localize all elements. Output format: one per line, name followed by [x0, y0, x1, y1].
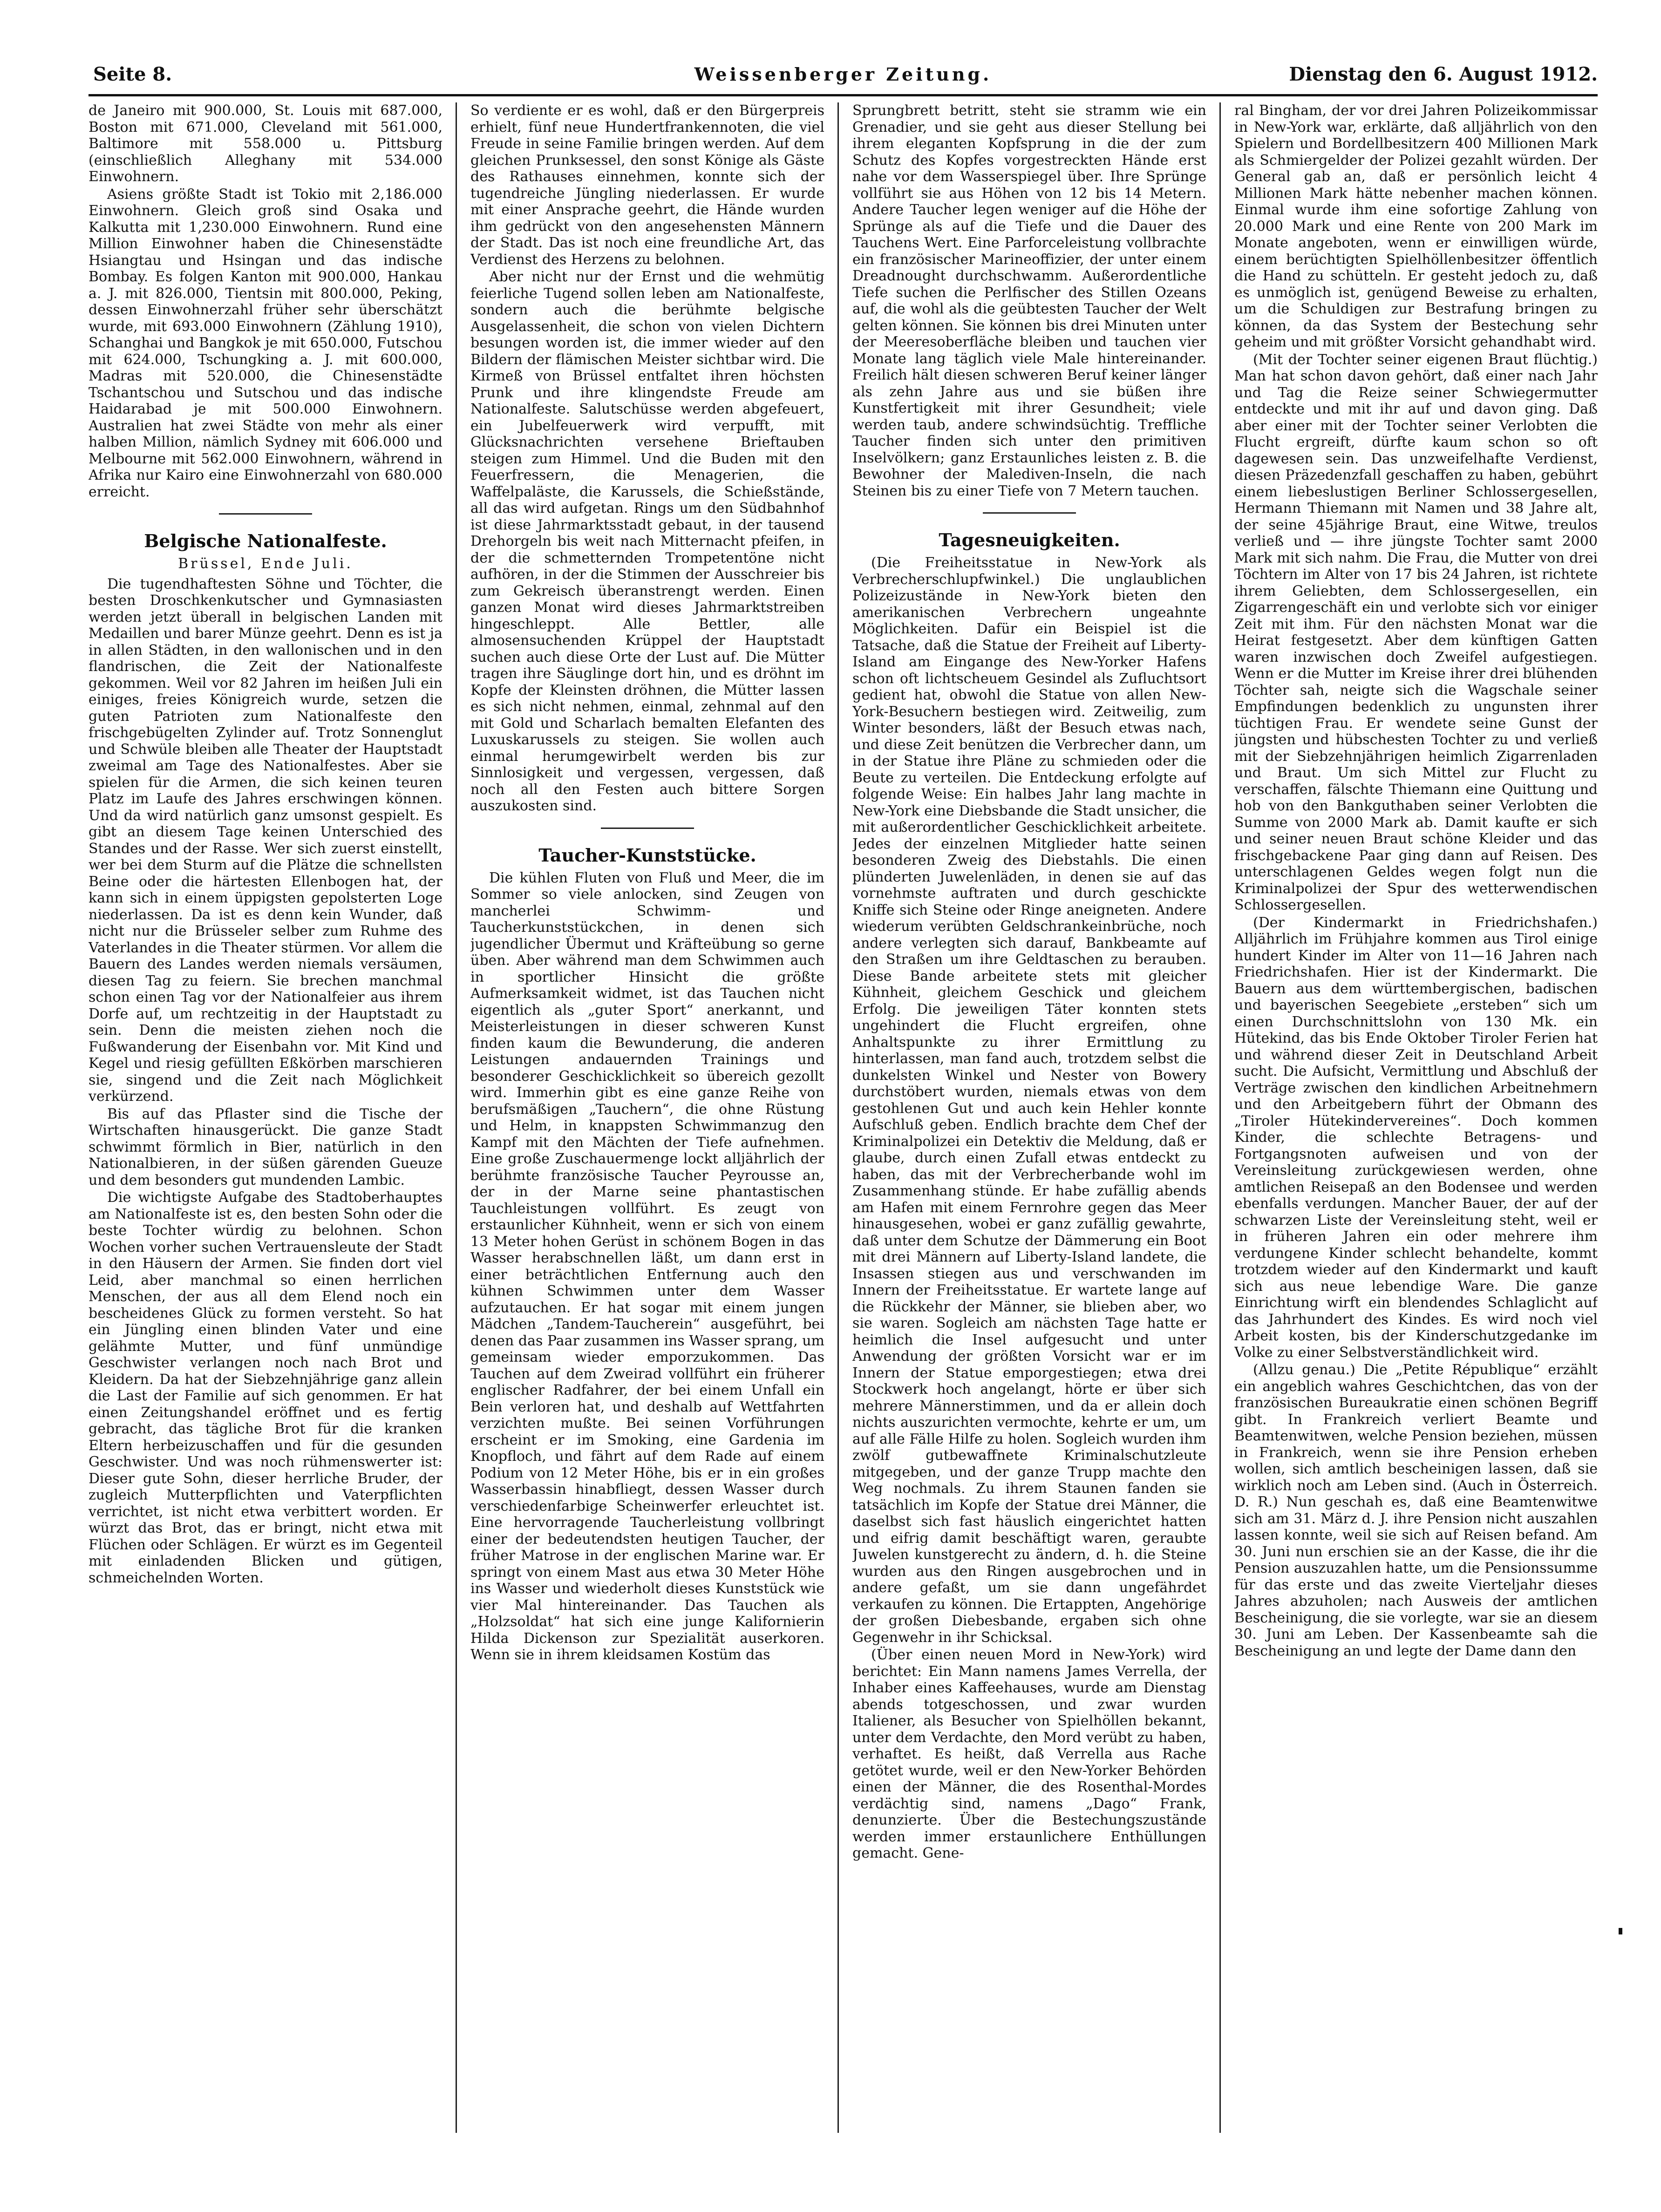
column-rule [1219, 102, 1221, 2133]
column-2 [470, 102, 824, 2161]
article-paragraph: Asiens größte Stadt ist Tokio mit 2,186.000 Einwohnern. Gleich groß sind Osaka und Kalkutta mit 1,230.000 Einwohnern. Rund eine Million Einwohner haben die Chinesenstädte Hsiangtau und Hsingan und das indische Bombay. Es folgen Kanton mit 900.000, Hankau a. J. mit 826.000, Tientsin mit 800.000, Peking, dessen Einwohnerzahl früher sehr überschätzt wurde, mit 693.000 Einwohnern (Zählung 1910), Schanghai und Bangkok je mit 650.000, Futschou mit 624.000, Tschungking a. J. mit 600.000, Madras mit 520.000, die Chinesenstädte Tschantschou und Sutschou und das indische Haidarabad je mit 500.000 Einwohnern. Australien hat zwei Städte von mehr als einer halben Million, nämlich Sydney mit 606.000 und Melbourne mit 562.000 Einwohnern, während in Afrika nur Kairo eine Einwohnerzahl von 680.000 erreicht. [88, 186, 442, 500]
article-paragraph: Die wichtigste Aufgabe des Stadtoberhauptes am Nationalfeste ist es, den besten Sohn oder die beste Tochter würdig zu belohnen. Schon Wochen vorher suchen Vertrauensleute der Stadt in den Häusern der Armen. Sie finden dort viel Leid, aber manchmal so einen herrlichen Menschen, der aus all dem Elend noch ein bescheidenes Glück zu formen versteht. So hat ein Jüngling einen blinden Vater und eine gelähmte Mutter, und fünf unmündige Geschwister verlangen noch nach Brot und Kleidern. Da hat der Siebzehnjährige ganz allein die Last der Familie auf sich genommen. Er hat einen Zeitungshandel eröffnet und es fertig gebracht, das tägliche Brot für die kranken Eltern herbeizuschaffen und für die gesunden Geschwister. Und was noch rühmenswerter ist: Dieser gute Sohn, dieser herrliche Bruder, der zugleich Mutterpflichten und Vaterpflichten verrichtet, ist nicht etwa verbittert worden. Er würzt das Brot, das er bringt, nicht etwa mit Flüchen oder Schlägen. Er würzt es im Gegenteil mit einladenden Blicken und gütigen, schmeichelnden Worten. [88, 1189, 442, 1586]
news-item: (Mit der Tochter seiner eigenen Braut flüchtig.) Man hat schon davon gehört, daß einer nach Jahr und Tag die Reize seiner Schwiegermutter entdeckte und mit ihr auf und davon ging. Daß aber einer mit der Tochter seiner Verlobten die Flucht ergreift, dürfte kaum schon so oft dagewesen sein. Das unzweifelhafte Verdienst, diesen Präzedenzfall geschaffen zu haben, gebührt einem liebeslustigen Berliner Schlossergesellen, Hermann Thiemann mit Namen und 38 Jahre alt, der seine 45jährige Braut, eine Witwe, treulos verließ und — ihre jüngste Tochter samt 2000 Mark mit sich nahm. Die Frau, die Mutter von drei Töchtern im Alter von 17 bis 24 Jahren, ist richtete ihrem Geliebten, dem Schlossergesellen, ein Zigarrengeschäft ein und verlobte sich vor einiger Zeit mit ihm. Für den nächsten Monat war die Heirat festgesetzt. Aber dem künftigen Gatten waren inzwischen doch Zweifel aufgestiegen. Wenn er die Mutter im Kreise ihrer drei blühenden Töchter sah, neigte sich die Wagschale seiner Empfindungen bedenklich zu ungunsten ihrer tüchtigen Frau. Er wendete seine Gunst der jüngsten und hübschesten Tochter zu und verließ mit der Siebzehnjährigen heimlich Zigarrenladen und Braut. Um sich Mittel zur Flucht zu verschaffen, fälschte Thiemann eine Quittung und hob von den Bankguthaben seiner Verlobten die Summe von 2000 Mark ab. Damit kaufte er sich und seiner neuen Braut schöne Kleider und das frischgebackene Paar ging dann auf Reisen. Des unterschlagenen Geldes wegen folgt nun die Kriminalpolizei der Spur des wetterwendischen Schlossergesellen. [1234, 351, 1598, 913]
article-paragraph: Die kühlen Fluten von Fluß und Meer, die im Sommer so viele anlocken, sind Zeugen von mancherlei Schwimm- und Taucherkunststückchen, in denen sich jugendlicher Übermut und Kräfteübung so gerne üben. Aber während man dem Schwimmen auch in sportlicher Hinsicht die größte Aufmerksamkeit widmet, ist das Tauchen nicht eigentlich als „guter Sport“ anerkannt, und Meisterleistungen in dieser schweren Kunst finden kaum die Bewunderung, die anderen Leistungen andauernden Trainings und besonderer Geschicklichkeit so übereich gezollt wird. Immerhin gibt es eine ganze Reihe von berufsmäßigen „Tauchern“, die ohne Rüstung und Helm, in knappsten Schwimmanzug den Kampf mit den Mächten der Tiefe aufnehmen. Eine große Zuschauermenge lockt alljährlich der berühmte französische Taucher Peyrousse an, der in der Marne seine phantastischen Tauchleistungen vollführt. Es zeugt von erstaunlicher Kühnheit, wenn er sich von einem 13 Meter hohen Gerüst in schönem Bogen in das Wasser herabschnellen läßt, um dann erst in einer beträchtlichen Entfernung auch den kühnen Schwimmen unter dem Wasser aufzutauchen. Er hat sogar mit einem jungen Mädchen „Tandem-Taucherein“ ausgeführt, bei denen das Paar zusammen ins Wasser sprang, um gemeinsam wieder emporzukommen. Das Tauchen auf dem Zweirad vollführt ein früherer englischer Radfahrer, der bei einem Unfall ein Bein verloren hat, und deshalb auf Wettfahrten verzichten mußte. Bei seinen Vorführungen erscheint er im Smoking, eine Gardenia im Knopfloch, und fährt auf dem Rade auf einem Podium von 12 Meter Höhe, bis er in ein großes Wasserbassin hinabfliegt, dessen Wasser durch verschiedenfarbige Scheinwerfer erleuchtet ist. Eine hervorragende Taucherleistung vollbringt einer der bedeutendsten heutigen Taucher, der früher Matrose in der englischen Marine war. Er springt von einem Mast aus etwa 30 Meter Höhe ins Wasser und wiederholt dieses Kunststück wie vier Mal hintereinander. Das Tauchen als „Holzsoldat“ hat sich eine junge Kalifornierin Hilda Dickenson zur Spezialität auserkoren. Wenn sie in ihrem kleidsamen Kostüm das [470, 869, 824, 1663]
news-item: (Allzu genau.) Die „Petite République“ erzählt ein angeblich wahres Geschichtchen, das von der französischen Bureaukratie einen schönen Begriff gibt. In Frankreich verliert Beamte und Beamtenwitwen, welche Pension beziehen, müssen in Frankreich, wenn sie ihre Pension erheben wollen, sich amtlich bescheinigen lassen, daß sie wirklich noch am Leben sind. (Auch in Österreich. D. R.) Nun geschah es, daß eine Beamtenwitwe sich am 31. März d. J. ihre Pension nicht auszahlen lassen konnte, weil sie sich auf Reisen befand. Am 30. Juni nun erschien sie an der Kasse, die ihr die Pension auszuzahlen hatte, um die Pensionssumme für das erste und das zweite Vierteljahr dieses Jahres abzuholen; nach Ausweis der amtlichen Bescheinigung, die sie vorlegte, war sie an diesem 30. Juni am Leben. Der Kassenbeamte sah die Bescheinigung an und legte der Dame dann den [1234, 1362, 1598, 1659]
news-item: (Die Freiheitsstatue in New-York als Verbrecherschlupfwinkel.) Die unglaublichen Polizeizustände in New-York bieten den amerikanischen Verbrechern ungeahnte Möglichkeiten. Dafür ein Beispiel ist die Tatsache, daß die Statue der Freiheit auf Liberty-Island am Eingange des New-Yorker Hafens schon oft lichtscheuem Gesindel als Zufluchtsort gedient hat, obwohl die Statue von allen New-York-Besuchern bestiegen wird. Zeitweilig, zum Winter besonders, läßt der Besuch etwas nach, und diese Zeit benützen die Verbrecher dann, um in der Statue ihre Pläne zu schmieden oder die Beute zu verteilen. Die Entdeckung erfolgte auf folgende Weise: Ein halbes Jahr lang machte in New-York eine Diebsbande die Stadt unsicher, die mit außerordentlicher Geschicklichkeit arbeitete. Jedes der einzelnen Mitglieder hatte seinen besonderen Zweig des Diebstahls. Die einen plünderten Juwelenläden, in denen sie auf das vornehmste auftraten und durch geschickte Kniffe sich Steine oder Ringe aneigneten. Andere wiederum verübten Geldschrankeinbrüche, noch andere verlegten sich darauf, Bankbeamte auf den Straßen um ihre Geldtaschen zu berauben. Diese Bande arbeitete stets mit gleicher Kühnheit, gleichem Geschick und gleichem Erfolg. Die jeweiligen Täter konnten stets ungehindert die Flucht ergreifen, ohne Anhaltspunkte zu ihrer Ermittlung zu hinterlassen, man fand auch, trotzdem selbst die dunkelsten Winkel und Nester von Bowery durchstöbert wurden, niemals etwas von dem gestohlenen Gut und auch kein Hehler konnte Aufschluß geben. Endlich brachte dem Chef der Kriminalpolizei ein Detektiv die Meldung, daß er glaube, durch einen Zufall etwas entdeckt zu haben, das mit der Verbrecherbande wohl im Zusammenhang stünde. Er habe zufällig abends am Hafen mit einem Fernrohre gegen das Meer hinausgesehen, wobei er ganz zufällig gewahrte, daß unter dem Schutze der Dämmerung ein Boot mit drei Männern auf Liberty-Island landete, die Insassen stiegen aus und verschwanden im Innern der Freiheitsstatue. Er wartete lange auf die Rückkehr der Männer, sie blieben aber, wo sie waren. Sogleich am nächsten Tage hatte er heimlich die Insel aufgesucht und unter Anwendung der größten Vorsicht war er im Innern der Statue emporgestiegen; etwa drei Stockwerk hoch angelangt, hörte er über sich mehrere Männerstimmen, und da er allein doch nichts auszurichten vermochte, kehrte er um, um auf alle Fälle Hilfe zu holen. Sogleich wurden ihm zwölf gutbewaffnete Kriminalschutzleute mitgegeben, und der ganze Trupp machte den Weg nochmals. Zu ihrem Staunen fanden sie tatsächlich im Kopfe der Statue drei Männer, die daselbst sich fast häuslich eingerichtet hatten und eifrig damit beschäftigt waren, geraubte Juwelen kunstgerecht zu ändern, d. h. die Steine wurden aus den Ringen ausgebrochen und in andere gefaßt, um sie dann ungefährdet verkaufen zu können. Die Ertappten, Angehörige der großen Diebesbande, ergaben sich ohne Gegenwehr in ihr Schicksal. [852, 555, 1206, 1646]
article-paragraph: Sprungbrett betritt, steht sie stramm wie ein Grenadier, und sie geht aus dieser Stellung bei ihrem eleganten Kopfsprung in die der zum Schutz des Kopfes vorgestreckten Hände erst nahe vor dem Wasserspiegel über. Ihre Sprünge vollführt sie aus Höhen von 12 bis 14 Metern. Andere Taucher legen weniger auf die Höhe der Sprünge als auf die Tiefe und die Dauer des Tauchens Wert. Eine Parforceleistung vollbrachte ein französischer Marineoffizier, der unter einem Dreadnought durchschwamm. Außerordentliche Tiefe suchen die Perlfischer des Stillen Ozeans auf, die wohl als die geübtesten Taucher der Welt gelten können. Sie können bis drei Minuten unter der Meeresoberfläche bleiben und tauchen vier Monate lang täglich viele Male hintereinander. Freilich hält diesen schweren Beruf keiner länger als zehn Jahre aus und sie büßen ihre Kunstfertigkeit mit ihrer Gesundheit; viele werden taub, andere schwindsüchtig. Treffliche Taucher finden sich unter den primitiven Inselvölkern; ganz Erstaunliches leisten z. B. die Bewohner der Malediven-Inseln, die nach Steinen bis zu einer Tiefe von 7 Metern tauchen. [852, 102, 1206, 499]
article-paragraph: de Janeiro mit 900.000, St. Louis mit 687.000, Boston mit 671.000, Cleveland mit 561.000, Baltimore mit 558.000 u. Pittsburg (einschließlich Alleghany mit 534.000 Einwohnern. [88, 102, 442, 185]
column-4 [1234, 102, 1598, 2161]
masthead-title: Weissenberger Zeitung. [694, 64, 992, 85]
page-number: Seite 8. [93, 63, 172, 85]
article-paragraph: Aber nicht nur der Ernst und die wehmütig feierliche Tugend sollen leben am Nationalfeste, sondern auch die berühmte belgische Ausgelassenheit, die schon von vielen Dichtern besungen worden ist, die immer wieder auf den Bildern der flämischen Meister sichtbar wird. Die Kirmeß von Brüssel entfaltet ihren höchsten Prunk und ihre klingendste Freude am Nationalfeste. Salutschüsse werden abgefeuert, ein Jubelfeuerwerk wird verpufft, mit Glücksnachrichten versehene Brieftauben steigen zum Himmel. Und die Buden mit den Feuerfressern, die Menagerien, die Waffelpaläste, die Karussels, die Schießstände, all das wird aufgetan. Rings um den Südbahnhof ist diese Jahrmarktsstadt gebaut, in der tausend Drehorgeln bis weit nach Mitternacht pfeifen, in der die schmetternden Trompetentöne nicht aufhören, in der die Stimmen der Ausschreier bis zum Gekreisch überanstrengt werden. Einen ganzen Monat wird dieses Jahrmarktstreiben hingeschleppt. Alle Bettler, alle almosensuchenden Krüppel der Hauptstadt suchen auch diese Orte der Lust auf. Die Mütter tragen ihre Säuglinge dort hin, und es dröhnt im Kopfe der Kleinsten dröhnen, die Mütter lassen es sich nicht nehmen, einmal, zehnmal auf den mit Gold und Scharlach bemalten Elefanten des Luxuskarussels zu steigen. Sie wollen auch einmal herumgewirbelt werden bis zur Sinnlosigkeit und vergessen, vergessen, daß noch all den Festen auch bittere Sorgen auszukosten sind. [470, 269, 824, 814]
news-item: (Der Kindermarkt in Friedrichshafen.) Alljährlich im Frühjahre kommen aus Tirol einige hundert Kinder im Alter von 11—16 Jahren nach Friedrichshafen. Hier ist der Kindermarkt. Die Bauern aus dem württembergischen, badischen und bayerischen Seegebiete „ersteben“ sich um einen Durchschnittslohn von 130 Mk. ein Hütekind, das bis Ende Oktober Tiroler Ferien hat und während dieser Zeit in Deutschland Arbeit sucht. Die Aufsicht, Vermittlung und Abschluß der Verträge zwischen den kindlichen Arbeitnehmern und den Arbeitgebern führt der Obmann des „Tiroler Hütekindervereines“. Doch kommen Kinder, die schlechte Betragens- und Fortgangsnoten aufweisen und von der Vereinsleitung zurückgewiesen werden, ohne amtlichen Reisepaß an den Bodensee und werden ebenfalls verdungen. Mancher Bauer, der auf der schwarzen Liste der Vereinsleitung steht, weil er in früheren Jahren ein oder mehrere ihm verdungene Kinder schlecht behandelte, kommt trotzdem wieder auf den Kindermarkt und kauft sich aus neue lebendige Ware. Die ganze Einrichtung wirft ein blendendes Schlaglicht auf das Jahrhundert des Kindes. Es wird noch viel Arbeit kosten, bis der Kinderschutzgedanke im Volke zu einer Selbstverständlichkeit wird. [1234, 914, 1598, 1361]
newspaper-page [88, 56, 1598, 2179]
column-rule [456, 102, 457, 2133]
column-rule [837, 102, 839, 2133]
scan-mark [1619, 1928, 1622, 1934]
news-item: (Über einen neuen Mord in New-York) wird berichtet: Ein Mann namens James Verrella, der Inhaber eines Kaffeehauses, wurde am Dienstag abends totgeschossen, und zwar wurden Italiener, als Besucher von Spielhöllen bekannt, unter dem Verdachte, den Mord verübt zu haben, verhaftet. Es heißt, daß Verrella aus Rache getötet wurde, weil er den New-Yorker Behörden einen der Männer, die des Rosenthal-Mordes verdächtig sind, namens „Dago“ Frank, denunzierte. Über die Bestechungszustände werden immer erstaunlichere Enthüllungen gemacht. Gene- [852, 1647, 1206, 1861]
separator-rule [219, 513, 312, 515]
column-3 [852, 102, 1206, 2161]
article-heading: Belgische Nationalfeste. [144, 530, 387, 551]
article-heading: Tagesneuigkeiten. [939, 529, 1120, 550]
article-paragraph: Die tugendhaftesten Söhne und Töchter, die besten Droschkenkutscher und Gymnasiasten werden jetzt überall in belgischen Landen mit Medaillen und barer Münze geehrt. Denn es ist ja in allen Städten, in den wallonischen und in den flandrischen, die Zeit der Nationalfeste gekommen. Weil vor 82 Jahren im heißen Juli ein einiges, freies Königreich wurde, setzen die guten Patrioten zum Nationalfeste den frischgebügelten Zylinder auf. Trotz Sonnenglut und Schwüle bleiben alle Theater der Hauptstadt zweimal am Tage des Nationalfestes. Aber sie spielen für die Armen, die sich keinen teuren Platz im Laufe des Jahres erschwingen können. Und da wird natürlich ganz umsonst gespielt. Es gibt an diesem Tage keinen Unterschied des Standes und der Rasse. Wer sich zuerst einstellt, wer bei dem Sturm auf die Plätze die schnellsten Beine oder die härtesten Ellenbogen hat, der kann sich in einem üppigsten gepolsterten Loge niederlassen. Da ist es denn kein Wunder, daß nicht nur die Brüsseler selber zum Ruhme des Vaterlandes in die Theater stürmen. Vor allem die Bauern des Landes werden niemals versäumen, diesen Tag zu feiern. Sie brechen manchmal schon einen Tag vor der Nationalfeier aus ihrem Dorfe auf, um rechtzeitig in der Hauptstadt zu sein. Denn die meisten ziehen noch die Fußwanderung der Eisenbahn vor. Mit Kind und Kegel und riesig gefüllten Eßkörben marschieren sie, singend und die Zeit nach Möglichkeit verkürzend. [88, 576, 442, 1105]
issue-date: Dienstag den 6. August 1912. [1289, 63, 1598, 85]
separator-rule [983, 512, 1076, 514]
article-paragraph: So verdiente er es wohl, daß er den Bürgerpreis erhielt, fünf neue Hundertfrankennoten, die viel Freude in seine Familie bringen werden. Auf dem gleichen Prunksessel, den sonst Könige als Gäste des Rathauses einnehmen, konnte sich der tugendreiche Jüngling niederlassen. Er wurde mit einer Ansprache geehrt, die Hände wurden ihm gedrückt von den angesehensten Männern der Stadt. Das ist noch eine freundliche Art, das Verdienst des Herzens zu belohnen. [470, 102, 824, 268]
news-item: ral Bingham, der vor drei Jahren Polizeikommissar in New-York war, erklärte, daß alljährlich von den Spielern und Bordellbesitzern 400 Millionen Mark als Schmiergelder der Polizei gezahlt würden. Der General gab an, daß er persönlich leicht 4 Millionen Mark hätte nebenher machen können. Einmal wurde ihm eine sofortige Zahlung von 20.000 Mark und eine Rente von 200 Mark im Monate angeboten, wenn er einwilligen würde, einem berüchtigten Spielhöllenbesitzer öffentlich die Hand zu schütteln. Er gesteht jedoch zu, daß es unmöglich ist, genügend Beweise zu erhalten, um die Schuldigen zur Bestrafung bringen zu können, da das System der Bestechung sehr geheim und mit größter Vorsicht gehandhabt wird. [1234, 102, 1598, 350]
article-paragraph: Bis auf das Pflaster sind die Tische der Wirtschaften hinausgerückt. Die ganze Stadt schwimmt förmlich in Bier, natürlich in den Nationalbieren, in der süßen gärenden Gueuze und dem besonders gut mundenden Lambic. [88, 1106, 442, 1188]
article-heading: Taucher-Kunststücke. [538, 844, 756, 866]
separator-rule [601, 828, 694, 829]
dateline: Brüssel, Ende Juli. [178, 556, 353, 572]
column-1 [88, 102, 442, 2161]
page-header [88, 56, 1598, 96]
